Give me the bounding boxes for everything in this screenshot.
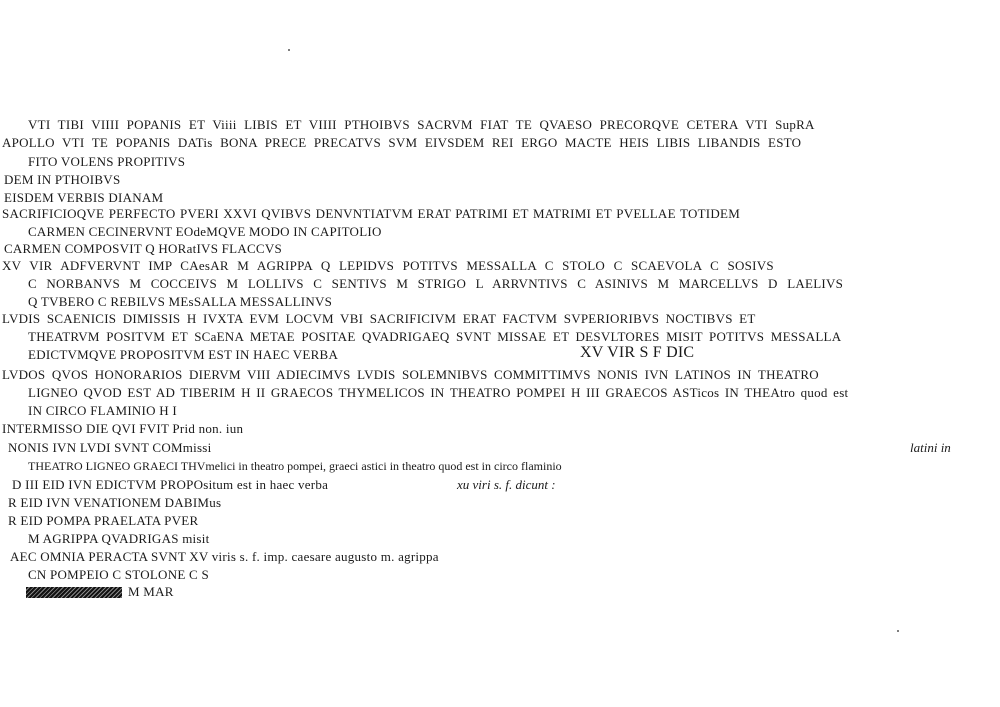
- inscription-line: XV VIR ADFVERVNT IMP CAesAR M AGRIPPA Q LEPIDVS POTITVS MESSALLA C STOLO C SCAEVOLA C SOSIVS: [2, 258, 774, 273]
- inscription-line: CARMEN CECINERVNT EOdeMQVE MODO IN CAPITOLIO: [28, 224, 382, 239]
- college-heading: XV VIR S F DIC: [580, 344, 695, 361]
- inscription-line: CN POMPEIO C STOLONE C S: [28, 567, 209, 582]
- inscription-line: AEC OMNIA PERACTA SVNT XV viris s. f. imp. caesare augusto m. agrippa: [10, 549, 439, 564]
- restored-text: xu viri s. f. dicunt :: [457, 477, 556, 492]
- inscription-line: APOLLO VTI TE POPANIS DATis BONA PRECE PRECATVS SVM EIVSDEM REI ERGO MACTE HEIS LIBIS LIBANDIS ESTO: [2, 135, 802, 150]
- restored-text: latini in: [910, 440, 951, 455]
- inscription-line: DEM IN PTHOIBVS: [4, 172, 121, 187]
- inscription-line: IN CIRCO FLAMINIO H I: [28, 403, 177, 418]
- inscription-line: SACRIFICIOQVE PERFECTO PVERI XXVI QVIBVS DENVNTIATVM ERAT PATRIMI ET MATRIMI ET PVELLAE TOTIDEM: [2, 206, 741, 221]
- inscription-line: EISDEM VERBIS DIANAM: [4, 190, 164, 205]
- inscription-line: VTI TIBI VIIII POPANIS ET Viiii LIBIS ET VIIII PTHOIBVS SACRVM FIAT TE QVAESO PRECORQVE CETERA VTI SupRA: [28, 117, 815, 132]
- inscription-line: THEATRO LIGNEO GRAECI THVmelici in theatro pompei, graeci astici in theatro quod est in circo flaminio: [28, 459, 562, 473]
- erased-name-hatching: [26, 587, 122, 598]
- inscription-page: VTI TIBI VIIII POPANIS ET Viiii LIBIS ET VIIII PTHOIBVS SACRVM FIAT TE QVAESO PRECORQVE CETERA VTI SupRA APOLLO VTI TE POPANIS DATis BONA PRECE PRECATVS SVM EIVSDEM REI ERGO MACTE HEIS LIBIS LIBANDIS ESTO FITO VOLENS PROPITIVS DEM IN PTHOIBVS EISDEM VERBIS DIANAM SACRIFICIOQVE PERFECTO PVERI XXVI QVIBVS DENVNTIATVM ERAT PATRIMI ET MATRIMI ET PVELLAE TOTIDEM CARMEN CECINERVNT EOdeMQVE MODO IN CAPITOLIO CARMEN COMPOSVIT Q HORatIVS FLACCVS XV VIR ADFVERVNT IMP CAesAR M AGRIPPA Q LEPIDVS POTITVS MESSALLA C STOLO C SCAEVOLA C SOSIVS C NORBANVS M COCCEIVS M LOLLIVS C SENTIVS M STRIGO L ARRVNTIVS C ASINIVS M MARCELLVS D LAELIVS Q TVBERO C REBILVS MEsSALLA MESSALLINVS LVDIS SCAENICIS DIMISSIS H IVXTA EVM LOCVM VBI SACRIFICIVM ERAT FACTVM SVPERIORIBVS NOCTIBVS ET THEATRVM POSITVM ET SCaENA METAE POSITAE QVADRIGAEQ SVNT MISSAE ET DESVLTORES MISIT POTITVS MESSALLA EDICTVMQVE PROPOSITVM EST IN HAEC VERBA XV VIR S F DIC LVDOS QVOS HONORARIOS DIERVM VIII ADIECIMVS LVDIS SOLEMNIBVS COMMITTIMVS NONIS IVN LATINOS IN THEATRO LIGNEO QVOD EST AD TIBERIM H II GRAECOS THYMELICOS IN THEATRO POMPEI H III GRAECOS ASTicos IN THEAtro quod est IN CIRCO FLAMINIO H I INTERMISSO DIE QVI FVIT Prid non. iun NONIS IVN LVDI SVNT COMmissi latini in THEATRO LIGNEO GRAECI THVmelici in theatro pompei, graeci astici in theatro quod est in circo flaminio D III EID IVN EDICTVM PROPOsitum est in haec verba xu viri s. f. dicunt : R EID IVN VENATIONEM DABIMus R EID POMPA PRAELATA PVER M AGRIPPA QVADRIGAS misit AEC OMNIA PERACTA SVNT XV viris s. f. imp. caesare augusto m. agrippa CN POMPEIO C STOLONE C S M MAR: [0, 0, 1000, 707]
- inscription-line: LIGNEO QVOD EST AD TIBERIM H II GRAECOS THYMELICOS IN THEATRO POMPEI H III GRAECOS ASTicos IN THEAtro quod est: [28, 385, 849, 400]
- scan-speck: [288, 49, 290, 51]
- inscription-line: FITO VOLENS PROPITIVS: [28, 154, 186, 169]
- inscription-line: LVDIS SCAENICIS DIMISSIS H IVXTA EVM LOCVM VBI SACRIFICIVM ERAT FACTVM SVPERIORIBVS NOCTIBVS ET: [2, 311, 756, 326]
- inscription-line: INTERMISSO DIE QVI FVIT Prid non. iun: [2, 421, 244, 436]
- inscription-line: R EID IVN VENATIONEM DABIMus: [8, 495, 222, 510]
- inscription-line: R EID POMPA PRAELATA PVER: [8, 513, 199, 528]
- inscription-line: C NORBANVS M COCCEIVS M LOLLIVS C SENTIVS M STRIGO L ARRVNTIVS C ASINIVS M MARCELLVS D LAELIVS: [28, 276, 844, 291]
- inscription-line: Q TVBERO C REBILVS MEsSALLA MESSALLINVS: [28, 294, 333, 309]
- inscription-line: M AGRIPPA QVADRIGAS misit: [28, 531, 210, 546]
- scan-speck: [897, 630, 899, 632]
- inscription-line: CARMEN COMPOSVIT Q HORatIVS FLACCVS: [4, 241, 282, 256]
- inscription-line: THEATRVM POSITVM ET SCaENA METAE POSITAE QVADRIGAEQ SVNT MISSAE ET DESVLTORES MISIT POTITVS MESSALLA: [28, 329, 842, 344]
- inscription-line: LVDOS QVOS HONORARIOS DIERVM VIII ADIECIMVS LVDIS SOLEMNIBVS COMMITTIMVS NONIS IVN LATINOS IN THEATRO: [2, 367, 819, 382]
